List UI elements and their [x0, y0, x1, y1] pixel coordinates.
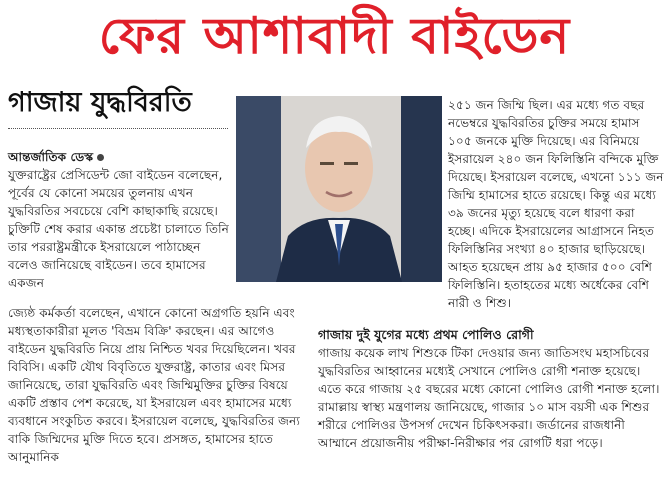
left-column: [8, 148, 232, 292]
left-column-text: যুক্তরাষ্ট্রের প্রেসিডেন্ট জো বাইডেন বলেছেন, পূর্বের যে কোনো সময়ের তুলনায় এখন যুদ্ধবিরতির সবচেয়ে বেশি কাছাকাছি রয়েছে। চুক্তিটি শেষ করার একান্ত প্রচেষ্টা চালাতে তিনি তার পররাষ্ট্রমন্ত্রীকে ইসরায়েলে পাঠাচ্ছেন বলেও জানিয়েছে বাইডেন। তবে হামাসের একজন: [8, 168, 229, 290]
subheadline: গাজায় যুদ্ধবিরতি: [8, 87, 192, 118]
photo: [236, 96, 442, 282]
divider: [8, 128, 228, 129]
polio-text: গাজায় কয়েক লাখ শিশুকে টিকা দেওয়ার জন্য জাতিসংঘ মহাসচিবের যুদ্ধবিরতির আহ্বানের মধ্যেই সেখানে পোলিও রোগী শনাক্ত হয়েছে। এতে করে গাজায় ২৫ বছরের মধ্যে কোনো পোলিও রোগী শনাক্ত হলো। রামাল্লায় স্বাস্থ্য মন্ত্রণালয় জানিয়েছে, গাজার ১০ মাস বয়সী এক শিশুর শরীরে পোলিওর উপসর্গ দেখেন চিকিৎসকরা। জর্ডানের রাজধানী আম্মানে প্রয়োজনীয় পরীক্ষা-নিরীক্ষার পর রোগটি ধরা পড়ে।: [318, 346, 660, 450]
polio-subhead: গাজায় দুই যুগের মধ্যে প্রথম পোলিও রোগী: [318, 327, 534, 342]
bottom-left-text: জ্যেষ্ঠ কর্মকর্তা বলেছেন, এখানে কোনো অগ্রগতি হয়নি এবং মধ্যস্থতাকারীরা মূলত 'বিভ্রম বিক্রি' করছেন। এর আগেও বাইডেন যুদ্ধবিরতি নিয়ে প্রায় নিশ্চিত খবর দিয়েছিলেন। খবর বিবিসি। একটি যৌথ বিবৃতিতে যুক্তরাষ্ট্র, কাতার এবং মিসর জানিয়েছে, তারা যুদ্ধবিরতি এবং জিম্মিমুক্তির চুক্তির বিষয়ে একটি প্রস্তাব পেশ করেছে, যা ইসরায়েল এবং হামাসের মধ্যে ব্যবধানে সংকুচিত করবে। ইসরায়েল বলেছে, যুদ্ধবিরতির জন্য বাকি জিম্মিদের মুক্তি দিতে হবে। প্রসঙ্গত, হামাসের হাতে আনুমানিক: [8, 306, 300, 464]
portrait-image: [236, 96, 442, 282]
right-column-text: ২৫১ জন জিম্মি ছিল। এর মধ্যে গত বছর নভেম্বরে যুদ্ধবিরতির চুক্তির সময়ে হামাস ১০৫ জনকে মুক্তি দিয়েছে। এর বিনিময়ে ইসরায়েল ২৪০ জন ফিলিস্তিনি বন্দিকে মুক্তি দিয়েছে। ইসরায়েল বলেছে, এখনো ১১১ জন জিম্মি হামাসের হাতে রয়েছে। কিন্তু এর মধ্যে ৩৯ জনের মৃত্যু হয়েছে বলে ধারণা করা হচ্ছে। এদিকে ইসরায়েলের আগ্রাসনে নিহত ফিলিস্তিনির সংখ্যা ৪০ হাজার ছাড়িয়েছে। আহত হয়েছেন প্রায় ৯৫ হাজার ৫০০ বেশি ফিলিস্তিনি। হতাহতের মধ্যে অর্ধেকের বেশি নারী ও শিশু।: [448, 98, 664, 310]
headline: ফের আশাবাদী বাইডেন: [98, 7, 571, 65]
bullet-dot-icon: [97, 154, 104, 161]
dateline: আন্তর্জাতিক ডেস্ক: [8, 150, 94, 164]
